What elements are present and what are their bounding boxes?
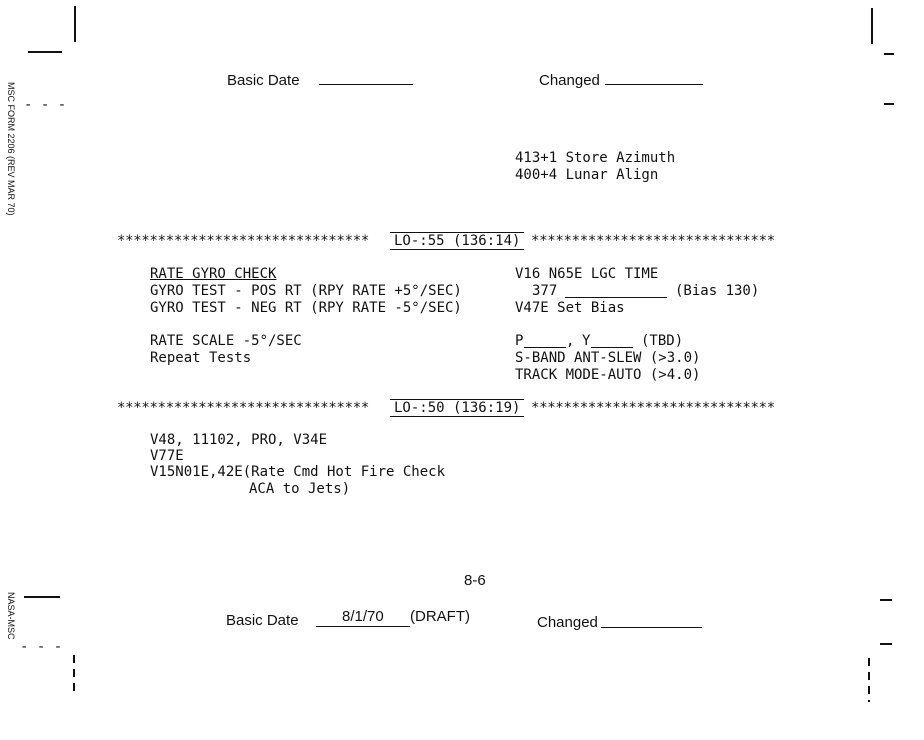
footer-changed-blank — [601, 627, 702, 628]
lunar-align-line: 400+4 Lunar Align — [515, 167, 659, 183]
bottom-right-crop-mark — [868, 658, 870, 702]
agency-label: NASA-MSC — [6, 592, 16, 640]
pitch-label: P — [515, 333, 524, 349]
section1-time-label: LO-:55 (136:14) — [390, 232, 524, 250]
left-margin-dash-top: - - - — [24, 97, 67, 113]
section2-stars-left: ******************************* — [117, 400, 369, 416]
section2-time-label: LO-:50 (136:19) — [390, 399, 524, 417]
rate-scale-line: RATE SCALE -5°/SEC — [150, 333, 302, 349]
track-mode-line: TRACK MODE-AUTO (>4.0) — [515, 367, 701, 383]
header-changed-blank — [605, 84, 703, 85]
footer-basic-date-value: 8/1/70 — [342, 608, 384, 625]
pitch-blank — [524, 347, 566, 348]
header-basic-date-label: Basic Date — [227, 72, 300, 89]
header-basic-date-blank — [319, 84, 413, 85]
yaw-label: Y — [582, 333, 591, 349]
header-changed-label: Changed — [539, 72, 600, 89]
repeat-tests-line: Repeat Tests — [150, 350, 252, 366]
left-margin-dash-bottom: - - - — [20, 639, 63, 655]
footer-basic-date-blank — [316, 626, 410, 627]
footer-changed-label: Changed — [537, 614, 598, 631]
yaw-blank — [591, 347, 633, 348]
rate-gyro-check-title: RATE GYRO CHECK — [150, 266, 277, 282]
pitch-yaw-comma: , — [566, 333, 575, 349]
lgc-time-blank — [565, 297, 667, 298]
right-edge-mark-3 — [880, 599, 892, 601]
gyro-test-pos-line: GYRO TEST - POS RT (RPY RATE +5°/SEC) — [150, 283, 462, 299]
lgc-time-value: 377 — [532, 283, 558, 299]
s-band-slew-line: S-BAND ANT-SLEW (>3.0) — [515, 350, 701, 366]
hot-fire-check-line: V15N01E,42E(Rate Cmd Hot Fire Check — [150, 464, 446, 480]
gyro-test-neg-line: GYRO TEST - NEG RT (RPY RATE -5°/SEC) — [150, 300, 462, 316]
section2-stars-right: ****************************** — [531, 400, 775, 416]
bias-note: (Bias 130) — [675, 283, 760, 299]
right-edge-mark-1 — [884, 53, 894, 55]
store-azimuth-line: 413+1 Store Azimuth — [515, 150, 676, 166]
right-edge-mark-4 — [880, 643, 892, 645]
set-bias-line: V47E Set Bias — [515, 300, 625, 316]
bottom-left-crop-mark — [73, 655, 75, 697]
page-number: 8-6 — [464, 572, 486, 589]
top-right-crop-mark — [871, 8, 873, 44]
footer-basic-date-label: Basic Date — [226, 612, 299, 629]
section1-stars-left: ******************************* — [117, 233, 369, 249]
lgc-time-line: V16 N65E LGC TIME — [515, 266, 659, 282]
aca-to-jets-line: ACA to Jets) — [249, 481, 351, 497]
form-number-label: MSC FORM 2206 (REV MAR 70) — [6, 82, 16, 216]
draft-label: (DRAFT) — [410, 608, 470, 625]
tbd-note: (TBD) — [641, 333, 684, 349]
top-left-crop-mark — [74, 6, 76, 42]
right-edge-mark-2 — [884, 103, 894, 105]
bottom-left-edge-mark — [24, 596, 60, 598]
v77e-line: V77E — [150, 448, 184, 464]
top-left-edge-mark — [28, 51, 62, 53]
v48-line: V48, 11102, PRO, V34E — [150, 432, 328, 448]
section1-stars-right: ****************************** — [531, 233, 775, 249]
